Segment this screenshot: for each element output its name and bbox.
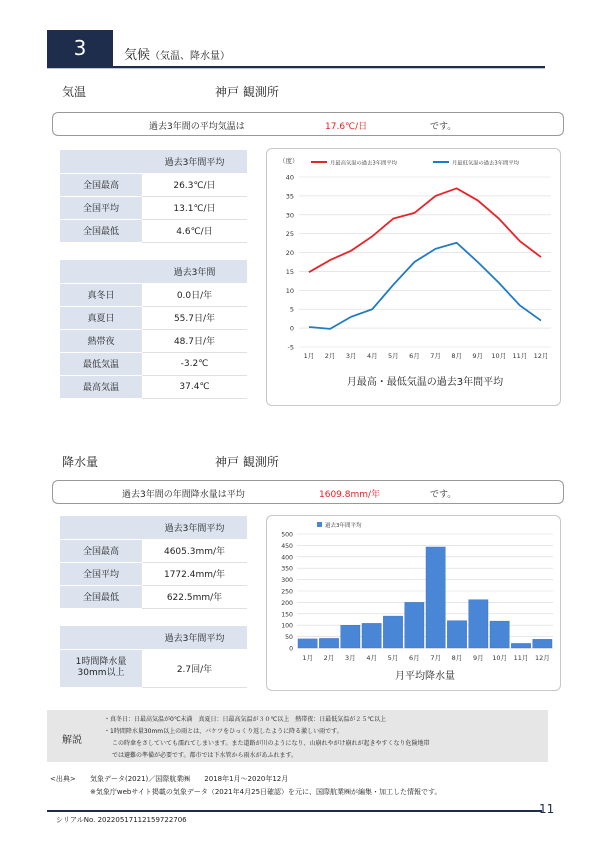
table-row <box>60 539 247 562</box>
temperature-table-days <box>60 260 247 399</box>
section-title-text: 気候 <box>124 48 151 63</box>
precipitation-table-heavy-rain <box>60 626 247 688</box>
source-label: <出典> <box>50 775 76 783</box>
x-tick-label: 5月 <box>387 654 399 662</box>
precipitation-heading: 降水量 <box>62 455 99 469</box>
x-tick-label: 8月 <box>451 654 463 662</box>
section-title <box>124 44 230 63</box>
notes-line: では避難の準備が必要です。都市では下水管から雨水があふれます。 <box>112 752 298 759</box>
table-row <box>60 329 247 352</box>
notes-label: 解説 <box>62 735 82 746</box>
y-tick-label: 20 <box>285 249 294 258</box>
row-value: 55.7日/年 <box>142 306 247 329</box>
legend-label: 月最低気温の過去3年間平均 <box>452 160 519 167</box>
x-tick-label: 7月 <box>430 352 441 360</box>
y-tick-label: 15 <box>285 267 294 276</box>
row-label: 全国最高 <box>60 173 142 196</box>
x-tick-label: 7月 <box>430 654 441 662</box>
precipitation-chart-box <box>266 515 561 691</box>
x-tick-label: 9月 <box>473 654 484 662</box>
x-tick-label: 6月 <box>409 352 420 360</box>
table-header: 過去3年間平均 <box>142 626 247 649</box>
bar <box>469 600 488 648</box>
row-label: 真夏日 <box>60 306 142 329</box>
x-tick-label: 6月 <box>409 654 420 662</box>
x-tick-label: 8月 <box>451 352 462 360</box>
table-row <box>60 562 247 585</box>
section-number-text: 3 <box>73 36 87 60</box>
row-value: -3.2℃ <box>142 352 247 375</box>
table-header: 過去3年間平均 <box>142 516 247 539</box>
y-tick-label: 100 <box>281 622 293 630</box>
serial-number: シリアルNo. 20220517112159722706 <box>56 816 187 824</box>
legend-label: 過去3年間平均 <box>325 523 362 529</box>
y-tick-label: 350 <box>281 565 293 573</box>
temperature-station: 神戸 観測所 <box>215 85 279 99</box>
x-tick-label: 5月 <box>388 352 399 360</box>
source-line: 気象データ(2021)／国際航業㈱ 2018年1月～2020年12月 <box>90 775 289 783</box>
row-label: 真冬日 <box>60 283 142 306</box>
bar <box>490 621 509 648</box>
x-tick-label: 1月 <box>303 352 315 360</box>
row-label-line2: 30mm以上 <box>77 668 125 678</box>
y-tick-label: 50 <box>285 634 293 642</box>
temperature-heading: 気温 <box>62 85 87 99</box>
bar <box>319 638 338 648</box>
row-label: 全国最低 <box>60 585 142 608</box>
title-rule-secondary <box>47 68 545 69</box>
row-value: 2.7回/年 <box>142 649 247 687</box>
row-value: 37.4℃ <box>142 375 247 398</box>
y-tick-label: 450 <box>281 542 293 550</box>
y-tick-label: 30 <box>285 211 294 220</box>
table-row <box>60 585 247 608</box>
row-value: 0.0日/年 <box>142 283 247 306</box>
y-tick-label: 150 <box>281 611 293 619</box>
bar <box>447 621 466 648</box>
table-row <box>60 649 247 687</box>
y-tick-label: 10 <box>285 286 294 295</box>
bar <box>426 547 445 648</box>
precipitation-bar-chart <box>267 516 562 692</box>
table-row <box>60 219 247 242</box>
row-value: 48.7日/年 <box>142 329 247 352</box>
x-tick-label: 12月 <box>533 352 549 360</box>
y-tick-label: 0 <box>289 324 294 333</box>
row-label <box>60 649 142 687</box>
row-value: 26.3℃/日 <box>142 173 247 196</box>
row-value: 4605.3mm/年 <box>142 539 247 562</box>
row-value: 13.1℃/日 <box>142 196 247 219</box>
temperature-summary-suffix: です。 <box>430 122 457 132</box>
bar <box>341 625 360 648</box>
precipitation-summary-suffix: です。 <box>430 490 457 500</box>
temperature-summary <box>52 112 564 136</box>
section-number <box>47 30 113 66</box>
x-tick-label: 11月 <box>513 654 529 662</box>
row-label: 全国平均 <box>60 196 142 219</box>
temperature-table-average <box>60 150 247 243</box>
x-tick-label: 11月 <box>512 352 528 360</box>
x-tick-label: 2月 <box>323 654 335 662</box>
notes-line: この時傘をさしていても濡れてしまいます。また道路が川のようになり、山崩れやがけ崩れが起きやすくなり危険地帯 <box>112 740 430 747</box>
precipitation-table-average <box>60 516 247 609</box>
row-value: 1772.4mm/年 <box>142 562 247 585</box>
temperature-chart-box <box>266 148 561 406</box>
x-tick-label: 9月 <box>472 352 484 360</box>
legend-swatch <box>317 522 322 527</box>
y-axis-label: （度） <box>279 157 299 165</box>
y-tick-label: -5 <box>287 343 294 352</box>
y-tick-label: 300 <box>281 577 293 585</box>
temperature-summary-prefix: 過去3年間の平均気温は <box>149 122 245 132</box>
bar <box>405 602 424 648</box>
chart-title: 月平均降水量 <box>395 671 455 682</box>
x-tick-label: 4月 <box>366 352 378 360</box>
y-tick-label: 5 <box>289 305 294 314</box>
y-tick-label: 250 <box>281 588 293 596</box>
table-row <box>60 375 247 398</box>
x-tick-label: 1月 <box>302 654 313 662</box>
x-tick-label: 10月 <box>491 352 507 360</box>
row-label: 熱帯夜 <box>60 329 142 352</box>
row-value: 4.6℃/日 <box>142 219 247 242</box>
bar <box>533 639 552 648</box>
row-label: 最高気温 <box>60 375 142 398</box>
precipitation-summary-prefix: 過去3年間の年間降水量は平均 <box>122 490 245 500</box>
row-label: 最低気温 <box>60 352 142 375</box>
y-tick-label: 40 <box>285 173 294 182</box>
table-row <box>60 306 247 329</box>
y-tick-label: 500 <box>281 531 293 539</box>
bar <box>362 623 381 648</box>
temperature-line-chart <box>267 149 562 407</box>
table-header: 過去3年間 <box>142 260 247 283</box>
table-row <box>60 196 247 219</box>
y-tick-label: 200 <box>281 599 293 607</box>
legend-label: 月最高気温の過去3年間平均 <box>330 160 397 167</box>
x-tick-label: 12月 <box>534 654 550 662</box>
row-label: 全国最低 <box>60 219 142 242</box>
temperature-summary-value: 17.6℃/日 <box>325 122 368 132</box>
chart-title: 月最高・最低気温の過去3年間平均 <box>346 377 504 388</box>
precipitation-summary <box>52 480 564 504</box>
series-line <box>309 188 541 272</box>
y-tick-label: 400 <box>281 554 293 562</box>
x-tick-label: 3月 <box>345 352 357 360</box>
bar <box>511 643 530 648</box>
precipitation-station: 神戸 観測所 <box>215 455 279 469</box>
source-note: ※気象庁webサイト掲載の気象データ（2021年4月25日確認）を元に、国際航業㈱が編集・加工した情報です。 <box>90 788 442 796</box>
section-subtitle: （気温、降水量） <box>150 51 231 62</box>
table-header: 過去3年間平均 <box>142 150 247 173</box>
y-tick-label: 25 <box>285 230 294 239</box>
precipitation-summary-value: 1609.8mm/年 <box>319 490 381 500</box>
row-label: 全国最高 <box>60 539 142 562</box>
footer-rule <box>47 810 542 812</box>
x-tick-label: 4月 <box>366 654 377 662</box>
notes-line: ・真冬日：日最高気温が0℃未満 真夏日：日最高気温が３０℃以上 熱帯夜：日最低気温が２５℃以上 <box>104 716 387 723</box>
y-tick-label: 35 <box>285 192 294 201</box>
x-tick-label: 10月 <box>492 654 508 662</box>
table-row <box>60 283 247 306</box>
x-tick-label: 3月 <box>345 654 356 662</box>
x-tick-label: 2月 <box>324 352 336 360</box>
bar <box>383 616 402 648</box>
bar <box>298 639 317 648</box>
series-line <box>309 243 541 329</box>
y-tick-label: 0 <box>289 645 293 653</box>
table-row <box>60 173 247 196</box>
table-row <box>60 352 247 375</box>
row-label-line1: 1時間降水量 <box>75 657 127 667</box>
row-label: 全国平均 <box>60 562 142 585</box>
notes-line: ・1時間降水量30mm以上の雨とは、バケツをひっくり返したように降る激しい雨です。 <box>104 728 343 735</box>
page-number: 11 <box>539 802 555 816</box>
row-value: 622.5mm/年 <box>142 585 247 608</box>
